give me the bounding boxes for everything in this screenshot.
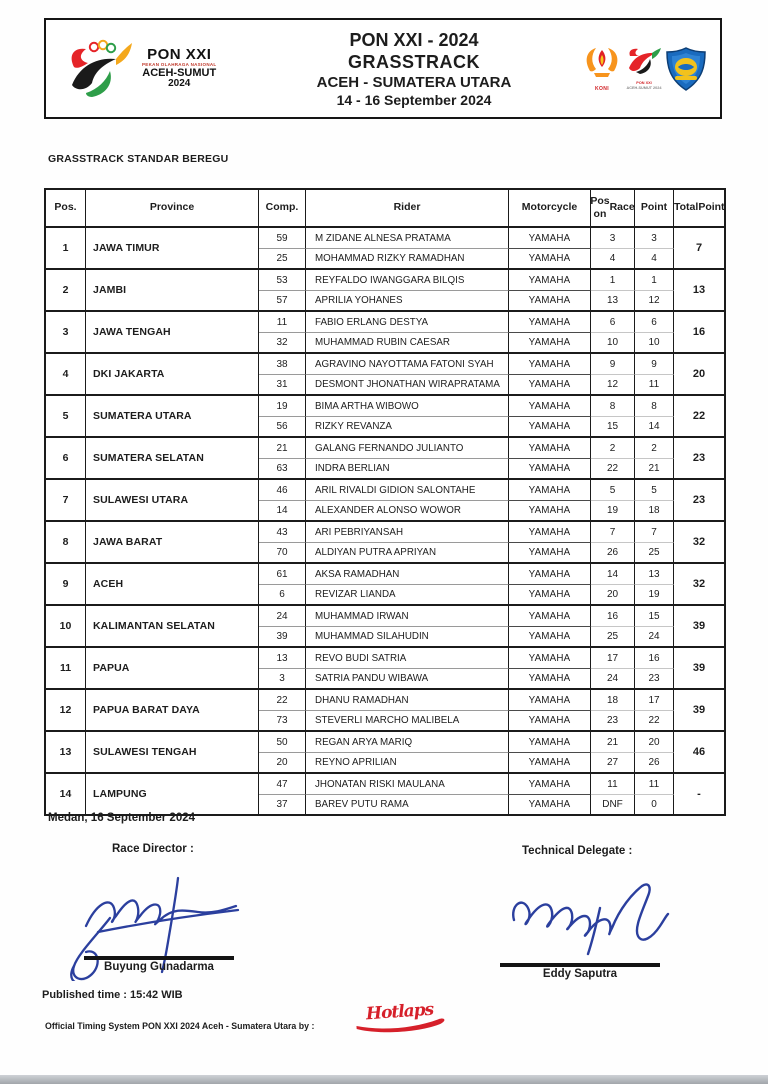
province-row	[46, 352, 724, 394]
results-table-body	[46, 228, 724, 814]
province-row	[46, 394, 724, 436]
pos-on-race-cell: 7	[591, 522, 635, 542]
province-row	[46, 310, 724, 352]
total-point-cell: 32	[692, 536, 706, 548]
point-cell: 5	[635, 480, 674, 500]
motorcycle-cell: YAMAHA	[509, 752, 591, 772]
pon-xxi-small-logo	[626, 46, 662, 90]
comp-cell: 20	[259, 752, 306, 772]
rider-cell: MUHAMMAD IRWAN	[306, 606, 509, 626]
comp-cell: 14	[259, 500, 306, 520]
motorcycle-cell: YAMAHA	[509, 396, 591, 416]
comp-cell: 37	[259, 794, 306, 814]
pos-on-race-cell: 4	[591, 248, 635, 268]
motorcycle-cell: YAMAHA	[509, 438, 591, 458]
point-cell: 18	[635, 500, 674, 520]
rider-cell: JHONATAN RISKI MAULANA	[306, 774, 509, 794]
pos-on-race-cell: 14	[591, 564, 635, 584]
pos-on-race-cell: 22	[591, 458, 635, 478]
province-cell: DKI JAKARTA	[86, 354, 259, 394]
point-cell: 2	[635, 438, 674, 458]
pos-cell: 6	[46, 438, 86, 478]
technical-delegate-signature	[500, 868, 685, 958]
motorcycle-cell: YAMAHA	[509, 416, 591, 436]
section-title: GRASSTRACK STANDAR BEREGU	[48, 153, 229, 165]
rider-cell: M ZIDANE ALNESA PRATAMA	[306, 228, 509, 248]
point-cell: 10	[635, 332, 674, 352]
province-cell: PAPUA BARAT DAYA	[86, 690, 259, 730]
pos-cell: 3	[46, 312, 86, 352]
province-cell: SUMATERA SELATAN	[86, 438, 259, 478]
pon-logo-text	[142, 47, 216, 90]
rider-cell: REGAN ARYA MARIQ	[306, 732, 509, 752]
comp-cell: 38	[259, 354, 306, 374]
point-cell: 4	[635, 248, 674, 268]
point-cell: 0	[635, 794, 674, 814]
province-row	[46, 520, 724, 562]
motorcycle-cell: YAMAHA	[509, 228, 591, 248]
race-director-name: Buyung Gunadarma	[104, 961, 214, 973]
point-cell: 6	[635, 312, 674, 332]
province-cell: JAMBI	[86, 270, 259, 310]
total-point-cell: 32	[692, 578, 706, 590]
comp-cell: 61	[259, 564, 306, 584]
rider-cell: INDRA BERLIAN	[306, 458, 509, 478]
pon-xxi-small-label-1: PON XXI	[636, 81, 652, 86]
total-point-cell: 39	[692, 620, 706, 632]
pos-cell: 2	[46, 270, 86, 310]
rider-cell: DHANU RAMADHAN	[306, 690, 509, 710]
comp-cell: 53	[259, 270, 306, 290]
motorcycle-cell: YAMAHA	[509, 270, 591, 290]
column-header: Province	[86, 190, 259, 226]
point-cell: 20	[635, 732, 674, 752]
motorcycle-cell: YAMAHA	[509, 794, 591, 814]
comp-cell: 70	[259, 542, 306, 562]
point-cell: 25	[635, 542, 674, 562]
motorcycle-cell: YAMAHA	[509, 312, 591, 332]
comp-cell: 22	[259, 690, 306, 710]
rider-cell: FABIO ERLANG DESTYA	[306, 312, 509, 332]
rider-cell: REYFALDO IWANGGARA BILQIS	[306, 270, 509, 290]
timing-brand-text: Hotlaps	[365, 999, 434, 1025]
rider-cell: ALDIYAN PUTRA APRIYAN	[306, 542, 509, 562]
motorcycle-cell: YAMAHA	[509, 690, 591, 710]
rider-cell: ARI PEBRIYANSAH	[306, 522, 509, 542]
timing-brand-logo	[351, 1001, 449, 1036]
point-cell: 24	[635, 626, 674, 646]
total-point-cell: 13	[692, 284, 706, 296]
province-row	[46, 268, 724, 310]
rider-cell: REVIZAR LIANDA	[306, 584, 509, 604]
province-row	[46, 478, 724, 520]
rider-cell: AKSA RAMADHAN	[306, 564, 509, 584]
motorcycle-cell: YAMAHA	[509, 374, 591, 394]
pos-on-race-cell: 19	[591, 500, 635, 520]
pos-on-race-cell: 13	[591, 290, 635, 310]
koni-logo	[582, 45, 622, 92]
pos-cell: 13	[46, 732, 86, 772]
event-title-line3: ACEH - SUMATERA UTARA	[316, 73, 512, 91]
pos-cell: 5	[46, 396, 86, 436]
pos-on-race-cell: 3	[591, 228, 635, 248]
motorcycle-cell: YAMAHA	[509, 774, 591, 794]
province-row	[46, 730, 724, 772]
point-cell: 3	[635, 228, 674, 248]
column-header: Rider	[306, 190, 509, 226]
total-point-cell: 20	[692, 368, 706, 380]
technical-delegate-name: Eddy Saputra	[542, 968, 618, 980]
point-cell: 15	[635, 606, 674, 626]
pon-logo-line4: 2024	[168, 78, 191, 90]
pos-cell: 8	[46, 522, 86, 562]
point-cell: 26	[635, 752, 674, 772]
results-table	[44, 188, 726, 816]
pos-on-race-cell: 23	[591, 710, 635, 730]
technical-delegate-label: Technical Delegate :	[522, 845, 633, 857]
rider-cell: GALANG FERNANDO JULIANTO	[306, 438, 509, 458]
pon-xxi-small-label-2: ACEH-SUMUT 2024	[626, 86, 662, 90]
total-point-cell: 23	[692, 452, 706, 464]
rider-cell: REYNO APRILIAN	[306, 752, 509, 772]
motorcycle-cell: YAMAHA	[509, 710, 591, 730]
point-cell: 12	[635, 290, 674, 310]
timing-system-label: Official Timing System PON XXI 2024 Aceh - Sumatera Utara by :	[45, 1021, 315, 1031]
province-cell: SUMATERA UTARA	[86, 396, 259, 436]
province-row	[46, 436, 724, 478]
comp-cell: 21	[259, 438, 306, 458]
point-cell: 7	[635, 522, 674, 542]
comp-cell: 11	[259, 312, 306, 332]
pos-cell: 1	[46, 228, 86, 268]
column-header: Pos on Race	[591, 190, 635, 226]
comp-cell: 6	[259, 584, 306, 604]
pos-on-race-cell: 27	[591, 752, 635, 772]
pos-on-race-cell: 1	[591, 270, 635, 290]
province-cell: SULAWESI TENGAH	[86, 732, 259, 772]
koni-logo-icon	[582, 45, 622, 81]
column-header: Motorcycle	[509, 190, 591, 226]
comp-cell: 59	[259, 228, 306, 248]
total-point-cell: 39	[692, 704, 706, 716]
column-header: Pos.	[46, 190, 86, 226]
province-cell: LAMPUNG	[86, 774, 259, 814]
pos-cell: 7	[46, 480, 86, 520]
point-cell: 11	[635, 374, 674, 394]
total-point-cell: 46	[692, 746, 706, 758]
motorcycle-cell: YAMAHA	[509, 732, 591, 752]
pos-on-race-cell: 26	[591, 542, 635, 562]
rider-cell: APRILIA YOHANES	[306, 290, 509, 310]
koni-label: KONI	[594, 86, 610, 92]
pos-on-race-cell: 20	[591, 584, 635, 604]
pos-on-race-cell: 24	[591, 668, 635, 688]
race-director-name-underline	[84, 956, 234, 960]
comp-cell: 13	[259, 648, 306, 668]
point-cell: 17	[635, 690, 674, 710]
point-cell: 8	[635, 396, 674, 416]
pos-on-race-cell: 11	[591, 774, 635, 794]
motorcycle-cell: YAMAHA	[509, 500, 591, 520]
event-title-line1: PON XXI - 2024	[349, 29, 479, 50]
comp-cell: 32	[259, 332, 306, 352]
pos-on-race-cell: DNF	[591, 794, 635, 814]
province-cell: SULAWESI UTARA	[86, 480, 259, 520]
pon-bird-logo-icon	[64, 33, 136, 105]
pon-xxi-left-logo	[46, 33, 246, 105]
province-row	[46, 646, 724, 688]
rider-cell: ALEXANDER ALONSO WOWOR	[306, 500, 509, 520]
document-header-box	[44, 18, 722, 119]
motorcycle-cell: YAMAHA	[509, 584, 591, 604]
motorcycle-cell: YAMAHA	[509, 522, 591, 542]
event-title-line2: GRASSTRACK	[347, 51, 480, 72]
rider-cell: BIMA ARTHA WIBOWO	[306, 396, 509, 416]
comp-cell: 31	[259, 374, 306, 394]
event-title-block	[246, 28, 582, 109]
motorcycle-cell: YAMAHA	[509, 458, 591, 478]
point-cell: 16	[635, 648, 674, 668]
comp-cell: 46	[259, 480, 306, 500]
scan-edge	[0, 1075, 768, 1084]
province-cell: JAWA BARAT	[86, 522, 259, 562]
comp-cell: 47	[259, 774, 306, 794]
point-cell: 22	[635, 710, 674, 730]
comp-cell: 19	[259, 396, 306, 416]
comp-cell: 63	[259, 458, 306, 478]
comp-cell: 25	[259, 248, 306, 268]
rider-cell: SATRIA PANDU WIBAWA	[306, 668, 509, 688]
pos-cell: 12	[46, 690, 86, 730]
place-date: Medan, 16 September 2024	[48, 812, 196, 824]
comp-cell: 56	[259, 416, 306, 436]
rider-cell: BAREV PUTU RAMA	[306, 794, 509, 814]
column-header: Comp.	[259, 190, 306, 226]
motorcycle-cell: YAMAHA	[509, 290, 591, 310]
province-row	[46, 772, 724, 814]
point-cell: 19	[635, 584, 674, 604]
imi-shield-logo-icon	[666, 47, 706, 91]
motorcycle-cell: YAMAHA	[509, 248, 591, 268]
province-row	[46, 604, 724, 646]
pon-xxi-small-logo-icon	[626, 46, 662, 76]
pos-cell: 9	[46, 564, 86, 604]
pos-cell: 4	[46, 354, 86, 394]
column-header: Total Point	[674, 201, 725, 214]
pos-on-race-cell: 21	[591, 732, 635, 752]
point-cell: 11	[635, 774, 674, 794]
right-logos-block	[582, 45, 720, 92]
pos-on-race-cell: 12	[591, 374, 635, 394]
motorcycle-cell: YAMAHA	[509, 626, 591, 646]
pos-on-race-cell: 16	[591, 606, 635, 626]
pos-on-race-cell: 2	[591, 438, 635, 458]
point-cell: 21	[635, 458, 674, 478]
rider-cell: MOHAMMAD RIZKY RAMADHAN	[306, 248, 509, 268]
point-cell: 14	[635, 416, 674, 436]
pos-on-race-cell: 18	[591, 690, 635, 710]
rider-cell: RIZKY REVANZA	[306, 416, 509, 436]
motorcycle-cell: YAMAHA	[509, 564, 591, 584]
total-point-cell: 23	[692, 494, 706, 506]
column-header: Point	[635, 190, 674, 226]
pos-cell: 11	[46, 648, 86, 688]
pon-logo-line2: PEKAN OLAHRAGA NASIONAL	[142, 61, 217, 67]
pos-cell: 14	[46, 774, 86, 814]
total-point-cell: 7	[695, 242, 703, 254]
comp-cell: 3	[259, 668, 306, 688]
motorcycle-cell: YAMAHA	[509, 542, 591, 562]
province-row	[46, 228, 724, 268]
rider-cell: STEVERLI MARCHO MALIBELA	[306, 710, 509, 730]
rider-cell: AGRAVINO NAYOTTAMA FATONI SYAH	[306, 354, 509, 374]
rider-cell: REVO BUDI SATRIA	[306, 648, 509, 668]
pon-logo-line3: ACEH-SUMUT	[142, 66, 217, 79]
pos-on-race-cell: 8	[591, 396, 635, 416]
pos-on-race-cell: 10	[591, 332, 635, 352]
province-row	[46, 562, 724, 604]
province-cell: JAWA TIMUR	[86, 228, 259, 268]
total-point-cell: 16	[692, 326, 706, 338]
comp-cell: 24	[259, 606, 306, 626]
point-cell: 23	[635, 668, 674, 688]
pos-on-race-cell: 25	[591, 626, 635, 646]
pon-logo-line1: PON XXI	[147, 46, 212, 64]
pos-on-race-cell: 17	[591, 648, 635, 668]
pos-on-race-cell: 9	[591, 354, 635, 374]
results-table-header-row	[46, 190, 724, 228]
comp-cell: 57	[259, 290, 306, 310]
comp-cell: 39	[259, 626, 306, 646]
motorcycle-cell: YAMAHA	[509, 354, 591, 374]
point-cell: 1	[635, 270, 674, 290]
pos-cell: 10	[46, 606, 86, 646]
motorcycle-cell: YAMAHA	[509, 480, 591, 500]
published-time: Published time : 15:42 WIB	[42, 989, 183, 1001]
pos-on-race-cell: 6	[591, 312, 635, 332]
rider-cell: DESMONT JHONATHAN WIRAPRATAMA	[306, 374, 509, 394]
comp-cell: 73	[259, 710, 306, 730]
province-cell: ACEH	[86, 564, 259, 604]
race-director-label: Race Director :	[112, 843, 194, 855]
province-cell: KALIMANTAN SELATAN	[86, 606, 259, 646]
point-cell: 13	[635, 564, 674, 584]
total-point-cell: 39	[692, 662, 706, 674]
province-cell: JAWA TENGAH	[86, 312, 259, 352]
technical-delegate-name-underline	[500, 963, 660, 967]
province-cell: PAPUA	[86, 648, 259, 688]
total-point-cell: 22	[692, 410, 706, 422]
rider-cell: MUHAMMAD SILAHUDIN	[306, 626, 509, 646]
rider-cell: ARIL RIVALDI GIDION SALONTAHE	[306, 480, 509, 500]
pos-on-race-cell: 15	[591, 416, 635, 436]
event-title-line4: 14 - 16 September 2024	[336, 92, 492, 109]
pos-on-race-cell: 5	[591, 480, 635, 500]
motorcycle-cell: YAMAHA	[509, 606, 591, 626]
comp-cell: 50	[259, 732, 306, 752]
motorcycle-cell: YAMAHA	[509, 668, 591, 688]
rider-cell: MUHAMMAD RUBIN CAESAR	[306, 332, 509, 352]
total-point-cell: -	[697, 788, 701, 800]
province-row	[46, 688, 724, 730]
motorcycle-cell: YAMAHA	[509, 648, 591, 668]
point-cell: 9	[635, 354, 674, 374]
comp-cell: 43	[259, 522, 306, 542]
motorcycle-cell: YAMAHA	[509, 332, 591, 352]
